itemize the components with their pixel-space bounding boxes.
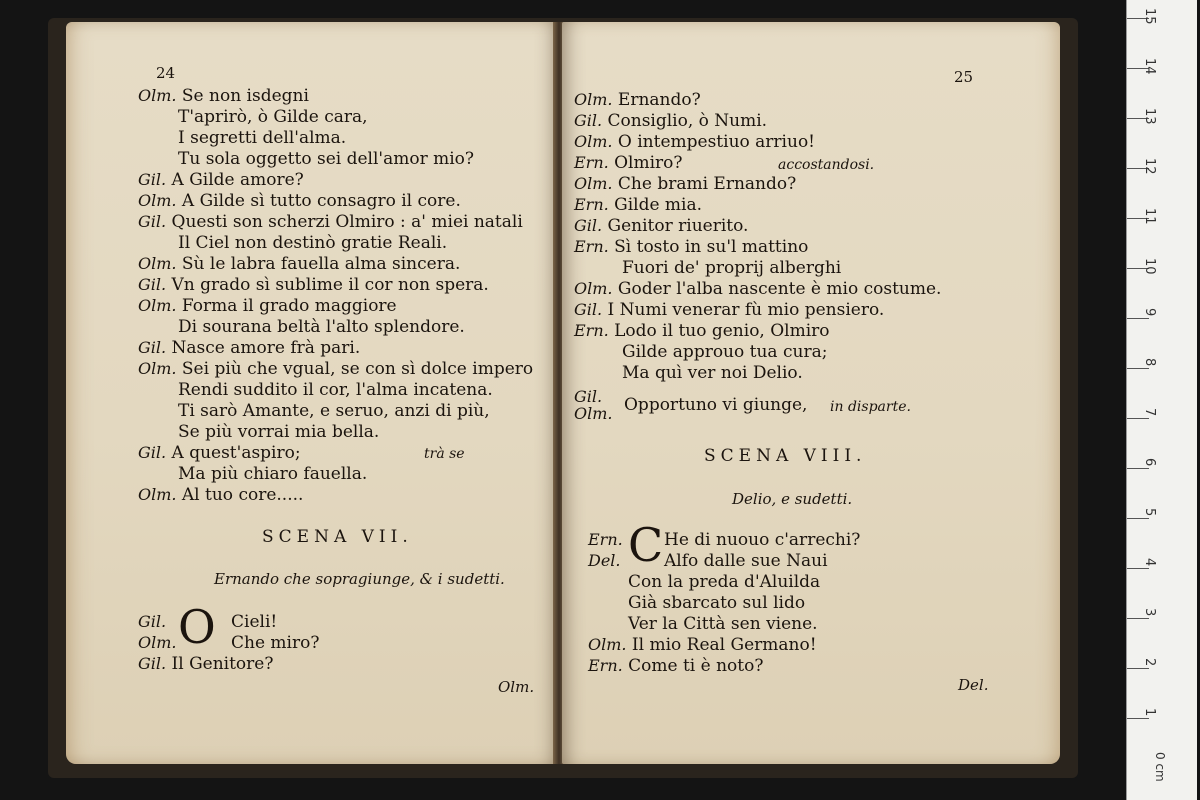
- text-line: Fuori de' proprij alberghi: [622, 258, 842, 278]
- ruler-number: 6: [1142, 458, 1157, 467]
- stage-aside: trà se: [424, 446, 465, 462]
- text-line: Con la preda d'Aluilda: [628, 572, 821, 592]
- stage-aside: accostandosi.: [778, 157, 875, 173]
- text-line: I segretti dell'alma.: [178, 128, 347, 148]
- text-line: Che miro?: [231, 633, 320, 653]
- stage-direction: Ernando che sopragiunge, & i sudetti.: [214, 570, 505, 588]
- text-line: Olm. O intempestiuo arriuo!: [574, 132, 816, 152]
- text-line: Ma quì ver noi Delio.: [622, 363, 803, 383]
- text-line: Ern. Come ti è noto?: [588, 656, 764, 676]
- text-line: Ern. Olmiro?: [574, 153, 683, 173]
- text-line: Ti sarò Amante, e seruo, anzi di più,: [178, 401, 490, 421]
- text-line: Il Ciel non destinò gratie Reali.: [178, 233, 448, 253]
- text-line: Alfo dalle sue Naui: [664, 551, 828, 571]
- catchword: Del.: [958, 676, 989, 694]
- ruler-number: 11: [1142, 208, 1157, 225]
- text-line: Gil. A quest'aspiro;: [138, 443, 301, 463]
- text-line: Olm. Sù le labra fauella alma sincera.: [138, 254, 461, 274]
- scene-heading: SCENA VII.: [262, 527, 413, 547]
- text-line: Ver la Città sen viene.: [628, 614, 818, 634]
- ruler-number: 10: [1142, 258, 1157, 275]
- left-page: [66, 22, 558, 764]
- text-line: Olm. Goder l'alba nascente è mio costume.: [574, 279, 942, 299]
- text-line: Ern.: [588, 530, 623, 549]
- ruler-tick: [1127, 318, 1149, 319]
- text-line: He di nuouo c'arrechi?: [664, 530, 861, 550]
- measuring-ruler: [1126, 0, 1197, 800]
- ruler-unit-label: 0 cm: [1153, 752, 1167, 782]
- text-line: Ern. Gilde mia.: [574, 195, 703, 215]
- dropcap: O: [178, 600, 216, 654]
- text-line: Cieli!: [231, 612, 278, 632]
- stage-direction: Delio, e sudetti.: [732, 490, 853, 508]
- text-line: Gil. Questi son scherzi Olmiro : a' miei natali: [138, 212, 523, 232]
- text-line: Olm. Al tuo core.....: [138, 485, 304, 505]
- text-line: Olm. Se non isdegni: [138, 86, 309, 106]
- ruler-number: 7: [1142, 408, 1157, 417]
- ruler-number: 9: [1142, 308, 1157, 317]
- text-line: Gil. A Gilde amore?: [138, 170, 304, 190]
- text-line: Olm. Sei più che vgual, se con sì dolce impero: [138, 359, 534, 379]
- text-line: Gil.: [138, 612, 167, 631]
- ruler-number: 1: [1142, 708, 1157, 717]
- ruler-tick: [1127, 618, 1149, 619]
- text-line: Olm. Che brami Ernando?: [574, 174, 797, 194]
- ruler-number: 14: [1142, 58, 1157, 75]
- catchword: Olm.: [498, 678, 535, 696]
- text-line: Ern. Lodo il tuo genio, Olmiro: [574, 321, 830, 341]
- text-line: Del.: [588, 551, 621, 570]
- text-line: Olm. Forma il grado maggiore: [138, 296, 397, 316]
- ruler-number: 5: [1142, 508, 1157, 517]
- page-number-left: 24: [156, 64, 176, 82]
- ruler-number: 15: [1142, 8, 1157, 25]
- dropcap: C: [628, 518, 664, 572]
- text-line: Gil. I Numi venerar fù mio pensiero.: [574, 300, 885, 320]
- stage-aside: in disparte.: [830, 399, 911, 415]
- text-line: Tu sola oggetto sei dell'amor mio?: [178, 149, 475, 169]
- ruler-tick: [1127, 568, 1149, 569]
- text-line: Olm.: [138, 633, 177, 652]
- ruler-tick: [1127, 368, 1149, 369]
- text-line: Ma più chiaro fauella.: [178, 464, 368, 484]
- text-line: Di sourana beltà l'alto splendore.: [178, 317, 465, 337]
- ruler-number: 13: [1142, 108, 1157, 125]
- right-page: [562, 22, 1060, 764]
- ruler-number: 12: [1142, 158, 1157, 175]
- ruler-tick: [1127, 418, 1149, 419]
- text-line: Gil. Olm.: [574, 387, 613, 423]
- text-line: Gil. Vn grado sì sublime il cor non spera.: [138, 275, 489, 295]
- text-line: Rendi suddito il cor, l'alma incatena.: [178, 380, 493, 400]
- text-line: Se più vorrai mia bella.: [178, 422, 380, 442]
- text-line: Ern. Sì tosto in su'l mattino: [574, 237, 809, 257]
- ruler-number: 4: [1142, 558, 1157, 567]
- text-line: Gil. Nasce amore frà pari.: [138, 338, 361, 358]
- text-line: Opportuno vi giunge,: [624, 395, 808, 415]
- scene-heading: SCENA VIII.: [704, 446, 867, 466]
- text-line: Olm. Ernando?: [574, 90, 701, 110]
- ruler-tick: [1127, 468, 1149, 469]
- text-line: Gil. Genitor riuerito.: [574, 216, 749, 236]
- text-line: Gilde approuo tua cura;: [622, 342, 828, 362]
- ruler-number: 2: [1142, 658, 1157, 667]
- ruler-tick: [1127, 668, 1149, 669]
- ruler-number: 3: [1142, 608, 1157, 617]
- ruler-tick: [1127, 718, 1149, 719]
- ruler-tick: [1127, 518, 1149, 519]
- page-number-right: 25: [954, 68, 974, 86]
- text-line: Gil. Consiglio, ò Numi.: [574, 111, 768, 131]
- text-line: Olm. Il mio Real Germano!: [588, 635, 817, 655]
- text-line: Già sbarcato sul lido: [628, 593, 806, 613]
- text-line: Gil. Il Genitore?: [138, 654, 274, 674]
- ruler-number: 8: [1142, 358, 1157, 367]
- text-line: Olm. A Gilde sì tutto consagro il core.: [138, 191, 461, 211]
- text-line: T'aprirò, ò Gilde cara,: [178, 107, 368, 127]
